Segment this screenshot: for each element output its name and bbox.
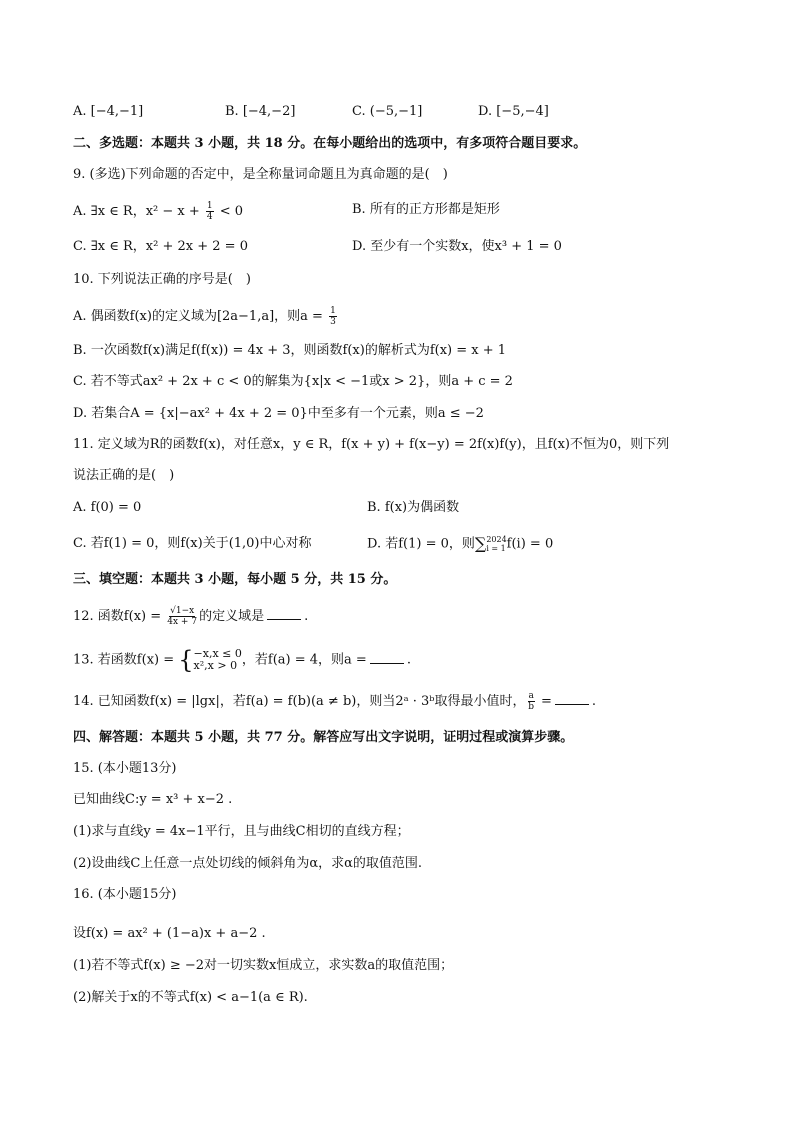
summation-upper: 2024 [486,535,507,544]
q10-option-c: C. 若不等式ax² + 2x + c < 0的解集为{x|x < −1或x > 2}，则a + c = 2 [73,374,513,389]
summation-limits [486,535,506,553]
q8-option-b: B. [−4,−2] [225,104,296,119]
q15-title: 15. (本小题13分) [73,761,177,776]
q10-stem: 10. 下列说法正确的序号是( ) [73,272,251,287]
fraction [329,306,337,327]
section-3-header: 三、填空题：本题共 3 小题，每小题 5 分，共 15 分。 [73,572,397,587]
q15-part-1: (1)求与直线y = 4x−1平行，且与曲线C相切的直线方程； [73,824,410,839]
q16-title: 16. (本小题15分) [73,887,177,902]
q8-option-d: D. [−5,−4] [478,104,549,119]
q11-option-d-suffix: f(i) = 0 [506,536,554,552]
section-4-header: 四、解答题：本题共 5 小题，共 77 分。解答应写出文字说明，证明过程或演算步骤。 [73,730,574,745]
q15-part-2: (2)设曲线C上任意一点处切线的倾斜角为α，求α的取值范围. [73,856,423,871]
q14: 14. 已知函数f(x) = |lgx|，若f(a) = f(b)(a ≠ b)，则当2ᵃ · 3ᵇ取得最小值时， $\frac{a}{b}$ = . [73,691,597,712]
q9-option-a [73,201,243,222]
q13-case-2: x²,x > 0 [193,659,238,672]
answer-blank[interactable] [267,607,301,620]
q10-a-denominator: 3 [330,317,336,327]
q15-given: 已知曲线C:y = x³ + x−2 . [73,792,233,807]
q11-option-a: A. f(0) = 0 [73,500,142,515]
q9-option-a-suffix: < 0 [215,204,244,219]
q10-option-a [73,306,339,327]
q11-stem-line2: 说法正确的是( ) [73,468,175,483]
q12-prefix: 12. 函数f(x) = [73,609,166,624]
summation [475,535,507,553]
q13: 13. 若函数f(x) = { −x,x ≤ 0 x²,x > 0 ，若f(a) = 4，则a = . [73,646,411,674]
answer-blank[interactable] [370,651,404,664]
q10-option-a-prefix: A. 偶函数f(x)的定义域为[2a−1,a]，则a = [73,309,328,324]
q12-numerator: √1−x [170,606,195,616]
q9-option-d: D. 至少有一个实数x，使x³ + 1 = 0 [352,239,562,254]
q13-prefix: 13. 若函数f(x) = [73,652,179,668]
fraction [206,201,214,222]
summation-sign: ∑ [474,534,487,553]
q14-numerator: a [528,691,534,701]
q12: 12. 函数f(x) = $\frac{√1-x}{4x + 7}$ 的定义域是 . [73,606,309,627]
q10-option-b: B. 一次函数f(x)满足f(f(x)) = 4x + 3，则函数f(x)的解析式为f(x) = x + 1 [73,343,507,358]
brace-icon: { [178,646,194,674]
q16-part-2: (2)解关于x的不等式f(x) < a−1(a ∈ R). [73,990,308,1005]
q11-option-b: B. f(x)为偶函数 [367,500,460,515]
piecewise [178,648,242,672]
fraction [528,691,535,712]
answer-blank[interactable] [555,692,589,705]
q9-option-a-prefix: A. ∃x ∈ R，x² − x + [73,204,204,219]
piecewise-cases [194,648,242,672]
q9-stem: 9. (多选)下列命题的否定中，是全称量词命题且为真命题的是( ) [73,167,448,182]
q11-stem-line1: 11. 定义域为R的函数f(x)，对任意x，y ∈ R，f(x + y) + f(x−y) = 2f(x)f(y)，且f(x)不恒为0，则下列 [73,437,670,452]
q16-given: 设f(x) = ax² + (1−a)x + a−2 . [73,926,266,941]
q11-option-c: C. 若f(1) = 0，则f(x)关于(1,0)中心对称 [73,536,312,551]
q12-denominator: 4x + 7 [167,617,198,627]
q16-part-1: (1)若不等式f(x) ≥ −2对一切实数x恒成立，求实数a的取值范围； [73,958,454,973]
q14-denominator: b [528,702,535,712]
q10-option-d: D. 若集合A = {x|−ax² + 4x + 2 = 0}中至多有一个元素，则a ≤ −2 [73,406,484,421]
q8-option-c: C. (−5,−1] [352,104,423,119]
q10-a-numerator: 1 [330,306,336,316]
q9-option-b: B. 所有的正方形都是矩形 [352,202,500,217]
q12-suffix: 的定义域是 [199,609,265,624]
q9-a-denominator: 4 [206,212,213,222]
q13-suffix: ，若f(a) = 4，则a = [241,652,367,668]
q11-option-d [367,535,553,554]
fraction [167,606,197,627]
section-2-header: 二、多选题：本题共 3 小题，共 18 分。在每小题给出的选项中，有多项符合题目要求。 [73,136,587,151]
q9-a-numerator: 1 [206,201,213,211]
summation-lower: i = 1 [486,544,506,553]
q13-case-1: −x,x ≤ 0 [193,647,242,660]
q9-option-c: C. ∃x ∈ R，x² + 2x + 2 = 0 [73,239,248,254]
q14-prefix: 14. 已知函数f(x) = |lgx|，若f(a) = f(b)(a ≠ b)，则当2ᵃ · 3ᵇ取得最小值时， [73,694,526,709]
q11-option-d-prefix: D. 若f(1) = 0，则 [367,536,475,552]
q14-suffix: = [536,694,552,709]
q8-option-a: A. [−4,−1] [73,104,144,119]
